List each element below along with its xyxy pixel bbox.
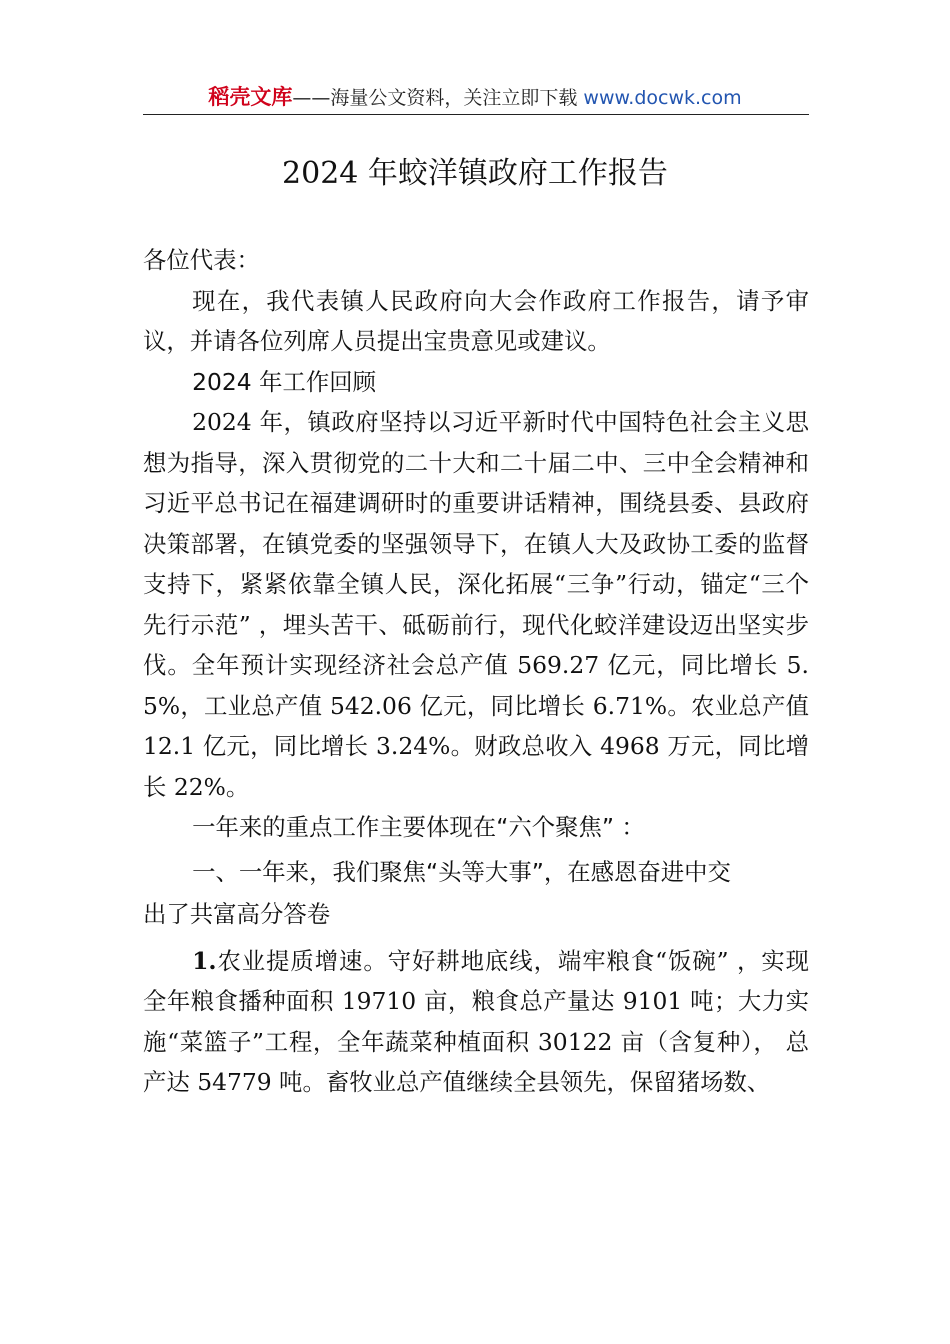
subheading-line-1: 一、一年来，我们聚焦“头等大事”，在感恩奋进中交	[192, 857, 731, 886]
brand-logo-text: 稻壳文库	[208, 85, 293, 109]
header-divider	[143, 114, 809, 115]
item-1-number: 1.	[192, 946, 217, 975]
document-title: 2024 年蛟洋镇政府工作报告	[282, 156, 668, 191]
salutation: 各位代表：	[143, 246, 260, 274]
intro-paragraph: 现在，我代表镇人民政府向大会作政府工作报告，请予审议，并请各位列席人员提出宝贵意见或建议。	[143, 286, 809, 355]
item-1-text: 农业提质增速。守好耕地底线，端牢粮食“饭碗” ，实现全年粮食播种面积 19710 亩，粮食总产量达 9101 吨；大力实施“菜篮子”工程，全年蔬菜种植面积 30122 亩（含复种）， 总产达 54779 吨。畜牧业总产值继续全县领先，保留猪场数、	[143, 946, 809, 1096]
focus-intro-paragraph: 一年来的重点工作主要体现在“六个聚焦” ：	[192, 813, 645, 841]
section-heading: 2024 年工作回顾	[192, 367, 377, 396]
document-body	[143, 240, 809, 1103]
item-1-paragraph	[143, 941, 809, 1103]
review-paragraph: 2024 年，镇政府坚持以习近平新时代中国特色社会主义思想为指导，深入贯彻党的二十大和二十届二中、三中全会精神和习近平总书记在福建调研时的重要讲话精神，围绕县委、县政府决策部署，在镇党委的坚强领导下，在镇人大及政协工委的监督支持下，紧紧依靠全镇人民，深化拓展“三争”行动，锚定“三个先行示范” ，埋头苦干、砥砺前行，现代化蛟洋建设迈出坚实步伐。全年预计实现经济社会总产值 569.27 亿元，同比增长 5.5%，工业总产值 542.06 亿元，同比增长 6.71%。农业总产值 12.1 亿元，同比增长 3.24%。财政总收入 4968 万元，同比增长 22%。	[143, 408, 809, 801]
subheading-line-2: 出了共富高分答卷	[143, 900, 331, 928]
header-url-link[interactable]: www.docwk.com	[583, 87, 742, 109]
document-header	[145, 84, 805, 110]
header-slogan: ——海量公文资料，关注立即下载	[292, 87, 578, 109]
